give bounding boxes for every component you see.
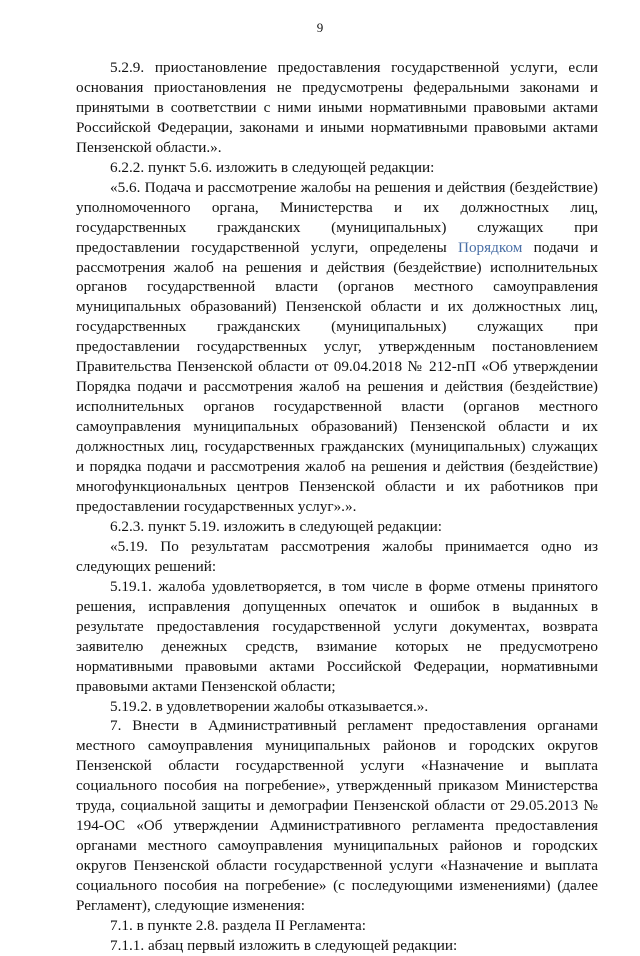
paragraph-6-2-2: 6.2.2. пункт 5.6. изложить в следующей редакции: <box>110 158 435 176</box>
paragraph-5-19-1: 5.19.1. жалоба удовлетворяется, в том числе в форме отмены принятого решения, исправления допущенных опечаток и ошибок в выданных в результате предоставления государственной услуги документах, возврата заявителю денежных средств, взимание которых не предусмотрено нормативными правовыми актами Российской Федерации, нормативными правовыми актами Пензенской области; <box>76 577 598 695</box>
paragraph-5-19-2: 5.19.2. в удовлетворении жалобы отказывается.». <box>110 697 429 715</box>
paragraph-7-1-1: 7.1.1. абзац первый изложить в следующей редакции: <box>110 936 458 954</box>
paragraph-7: 7. Внести в Административный регламент предоставления органами местного самоуправления муниципальных районов и городских округов Пензенской области государственной услуги «Назначение и выплата социального пособия на погребение», утвержденный приказом Министерства труда, социальной защиты и демографии Пензенской области от 29.05.2013 № 194-ОС «Об утверждении Административного регламента предоставления органами местного самоуправления муниципальных районов и городских округов Пензенской области государственной услуги «Назначение и выплата социального пособия на погребение» (с последующими изменениями) (далее Регламент), следующие изменения: <box>76 717 598 915</box>
paragraph-5-6 <box>76 178 598 517</box>
paragraph-5-2-9: 5.2.9. приостановление предоставления государственной услуги, если основания приостановления не предусмотрены федеральными законами и принятыми в соответствии с ними иными нормативными правовыми актами Российской Федерации, законами и иными нормативными правовыми актами Пензенской области.». <box>76 59 598 156</box>
paragraph-5-19: «5.19. По результатам рассмотрения жалобы принимается одно из следующих решений: <box>76 537 598 575</box>
paragraph-5-6-text-start: «5.6. Подача и рассмотрение жалобы на решения и действия (бездействие) уполномоченного органа, Министерства и их должностных лиц, государственных гражданских (муниципальных) служащих при предоставлении государственной услуги, определены <box>76 178 598 256</box>
paragraph-5-6-text-end: подачи и рассмотрения жалоб на решения и действия (бездействие) исполнительных органов государственной власти (органов местного самоуправления муниципальных образований) Пензенской области и их должностных лиц, государственных гражданских (муниципальных) служащих при предоставлении государственных услуг, утвержденным постановлением Правительства Пензенской области от 09.04.2018 № 212-пП «Об утверждении Порядка подачи и рассмотрения жалоб на решения и действия (бездействие) исполнительных органов государственной власти (органов местного самоуправления муниципальных образований) Пензенской области и их должностных лиц, государственных гражданских (муниципальных) служащих и порядка подачи и рассмотрения жалоб на решения и действия (бездействие) многофункциональных центров Пензенской области и их работников при предоставлении государственных услуг».». <box>76 238 598 515</box>
procedure-link[interactable]: Порядком <box>457 238 523 256</box>
paragraph-7-1: 7.1. в пункте 2.8. раздела II Регламента: <box>110 916 366 934</box>
document-body <box>76 58 598 956</box>
paragraph-6-2-3: 6.2.3. пункт 5.19. изложить в следующей редакции: <box>110 517 442 535</box>
page-number: 9 <box>316 20 324 35</box>
